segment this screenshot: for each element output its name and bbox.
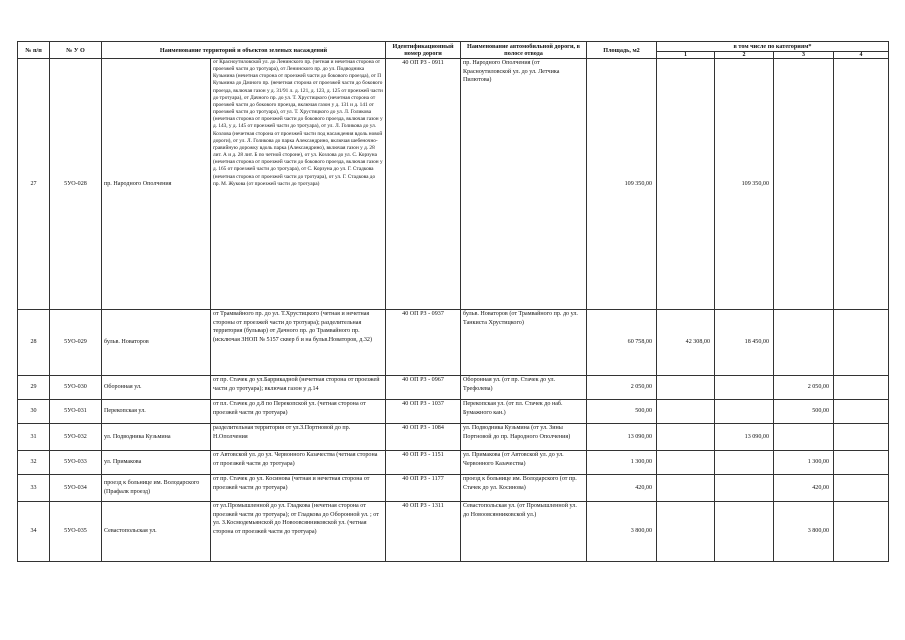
category-3-value (774, 59, 834, 310)
category-1-value (657, 424, 715, 451)
road-id: 40 ОП РЗ - 1037 (386, 400, 461, 424)
road-id: 40 ОП РЗ - 0937 (386, 310, 461, 376)
row-number: 32 (18, 451, 50, 475)
territory-description: от ул.Промышленной до ул. Гладкова (нечетная сторона от проезжей части до тротуара); от Гладкова до Оборонной ул. ; от ул. З.Космодемьянской до Новоовсянниковской ул. (четная сторона от проезжей части до тротуара) (211, 502, 386, 562)
area-value: 500,00 (587, 400, 657, 424)
road-name: Оборонная ул. (от пр. Стачек до ул. Трефолева) (461, 376, 587, 400)
category-1-value (657, 475, 715, 502)
uo-code: 5УО-034 (50, 475, 102, 502)
header-cat-1: 1 (657, 52, 715, 59)
table-row (18, 59, 889, 310)
uo-code: 5УО-029 (50, 310, 102, 376)
category-4-value (834, 451, 889, 475)
road-id: 40 ОП РЗ - 0967 (386, 376, 461, 400)
category-1-value: 42 308,00 (657, 310, 715, 376)
category-3-value: 420,00 (774, 475, 834, 502)
uo-code: 5УО-033 (50, 451, 102, 475)
category-4-value (834, 59, 889, 310)
object-name: бульв. Новаторов (102, 310, 211, 376)
road-id: 40 ОП РЗ - 0911 (386, 59, 461, 310)
category-4-value (834, 475, 889, 502)
header-row (18, 42, 889, 52)
table-row (18, 475, 889, 502)
territory-description: разделительная территория от ул.З.Портновой до пр. Н.Ополчения (211, 424, 386, 451)
category-2-value: 13 090,00 (715, 424, 774, 451)
road-name: бульв. Новаторов (от Трамвайного пр. до ул. Танкиста Хрустицкого) (461, 310, 587, 376)
territory-description: от Красноутиловской ул. до Ленинского пр. (четная и нечетная сторона от проезжей части до тротуара), от Ленинского пр. до ул. Подводника Кузьмина (нечетная сторона от проезжей части до бокового проезда), от П Кузьмина до Дачного пр. (нечетная сторона от проезжей части до бокового проезда, включая газон у д. 31/91 л. д. 121, д. 123, д. 125 от проезжей части до тротуара), от Дачного пр. до ул. Т. Хрустицкого (нечетная сторона от проезжей части до бокового проезда, включая газон у д. 131 и д. 141 от проезжей части до тротуара), от ул. Т. Хрустицкого до ул. Л. Голикова (нечетная сторона от проезжей части до бокового проезда, включая газон у д. 143, у д. 145 от проезжей части до тротуара), от ул. Л. Голикова до ул. Козлова (нечетная сторона от проезжей части под насаждения вдоль новой дороги), от ул. Л. Голикова до парка Александрино, включая шебеночно-гравийную дорожку вдоль парка (Александрино), включая газон у д. 28 лит. А и д. 28 лит. Б по четной стороне), от ул. Козлова до ул. С. Корзуна (нечетная сторона от проезжей части до бокового проезда, включая газон у д. 165 от проезжей части до тротуара), от С. Корзуна до ул. Г. Стадкова (нечетная сторона от проезжей части до тротуара), от ул. Г. Стадкова до пр. М. Жукова (от проезжей части до тротуара) (211, 59, 386, 310)
category-2-value (715, 502, 774, 562)
category-1-value (657, 59, 715, 310)
row-number: 28 (18, 310, 50, 376)
road-name: ул. Примакова (от Автовской ул. до ул. Червонного Казачества) (461, 451, 587, 475)
table-row (18, 376, 889, 400)
header-num: № п/п (18, 42, 50, 59)
category-1-value (657, 502, 715, 562)
area-value: 13 090,00 (587, 424, 657, 451)
category-1-value (657, 376, 715, 400)
category-2-value (715, 400, 774, 424)
object-name: Перекопская ул. (102, 400, 211, 424)
category-2-value (715, 376, 774, 400)
category-4-value (834, 376, 889, 400)
object-name: ул. Примакова (102, 451, 211, 475)
road-name: Севастопольская ул. (от Промышленной ул. до Новоовсянниковской ул.) (461, 502, 587, 562)
row-number: 27 (18, 59, 50, 310)
row-number: 33 (18, 475, 50, 502)
header-area: Площадь, м2 (587, 42, 657, 59)
area-value: 1 300,00 (587, 451, 657, 475)
header-road-name: Наименование автомобильной дороги, в полосе отвода (461, 42, 587, 59)
territory-description: от Автовской ул. до ул. Червонного Казачества (четная сторона от проезжей части до тротуара) (211, 451, 386, 475)
territory-description: от пр. Стачек до ул. Косинова (четная и нечетная сторона от проезжей части до тротуара) (211, 475, 386, 502)
row-number: 29 (18, 376, 50, 400)
row-number: 34 (18, 502, 50, 562)
category-3-value (774, 310, 834, 376)
category-3-value: 2 050,00 (774, 376, 834, 400)
uo-code: 5УО-028 (50, 59, 102, 310)
road-id: 40 ОП РЗ - 1177 (386, 475, 461, 502)
object-name: проезд к больнице им. Володарского (Прафалк проезд) (102, 475, 211, 502)
road-id: 40 ОП РЗ - 1084 (386, 424, 461, 451)
header-road-id: Идентификационный номер дороги (386, 42, 461, 59)
category-2-value (715, 451, 774, 475)
category-4-value (834, 400, 889, 424)
category-2-value (715, 475, 774, 502)
area-value: 109 350,00 (587, 59, 657, 310)
category-2-value: 109 350,00 (715, 59, 774, 310)
table-row (18, 502, 889, 562)
registry-sheet (17, 41, 888, 562)
table-row (18, 310, 889, 376)
territory-description: от Трамвайного пр. до ул. Т.Хрустицкого (четная и нечетная стороны от проезжей части до тротуара); разделительная территория (бульвар) от Дачного пр. до Трамвайного пр. (исключая ЗНОП № 5157 сквер б и на бульв.Новаторов, д.32) (211, 310, 386, 376)
row-number: 31 (18, 424, 50, 451)
area-value: 420,00 (587, 475, 657, 502)
area-value: 60 758,00 (587, 310, 657, 376)
category-1-value (657, 451, 715, 475)
uo-code: 5УО-031 (50, 400, 102, 424)
header-name: Наименование территорий и объектов зеленых насаждений (102, 42, 386, 59)
header-categories: в том числе по категориям* (657, 42, 889, 52)
road-name: пр. Народного Ополчения (от Красноутиловской ул. до ул. Летчика Пилютова) (461, 59, 587, 310)
object-name: Севастопольская ул. (102, 502, 211, 562)
category-3-value: 3 800,00 (774, 502, 834, 562)
area-value: 2 050,00 (587, 376, 657, 400)
territory-description: от пл. Стачек до д.8 по Перекопской ул. (четная сторона от проезжей части до тротуара) (211, 400, 386, 424)
row-number: 30 (18, 400, 50, 424)
road-name: ул. Подводника Кузьмина (от ул. Зины Портновой до пр. Народного Ополчения) (461, 424, 587, 451)
green-zones-table (17, 41, 889, 562)
category-4-value (834, 502, 889, 562)
uo-code: 5УО-032 (50, 424, 102, 451)
category-3-value (774, 424, 834, 451)
table-row (18, 451, 889, 475)
category-3-value: 500,00 (774, 400, 834, 424)
category-4-value (834, 310, 889, 376)
table-row (18, 400, 889, 424)
header-cat-4: 4 (834, 52, 889, 59)
road-name: проезд к больнице им. Володарского (от пр. Стачек до ул. Косинова) (461, 475, 587, 502)
category-2-value: 18 450,00 (715, 310, 774, 376)
category-1-value (657, 400, 715, 424)
territory-description: от пр. Стачек до ул.Баррикадной (нечетная сторона от проезжей части до тротуара); включая газон у д.14 (211, 376, 386, 400)
uo-code: 5УО-030 (50, 376, 102, 400)
road-id: 40 ОП РЗ - 1151 (386, 451, 461, 475)
object-name: Оборонная ул. (102, 376, 211, 400)
road-id: 40 ОП РЗ - 1311 (386, 502, 461, 562)
road-name: Перекопская ул. (от пл. Стачек до наб. Бумажного кан.) (461, 400, 587, 424)
object-name: пр. Народного Ополчения (102, 59, 211, 310)
category-3-value: 1 300,00 (774, 451, 834, 475)
header-cat-3: 3 (774, 52, 834, 59)
header-uo: № У О (50, 42, 102, 59)
object-name: ул. Подводника Кузьмина (102, 424, 211, 451)
header-cat-2: 2 (715, 52, 774, 59)
table-row (18, 424, 889, 451)
uo-code: 5УО-035 (50, 502, 102, 562)
category-4-value (834, 424, 889, 451)
area-value: 3 800,00 (587, 502, 657, 562)
